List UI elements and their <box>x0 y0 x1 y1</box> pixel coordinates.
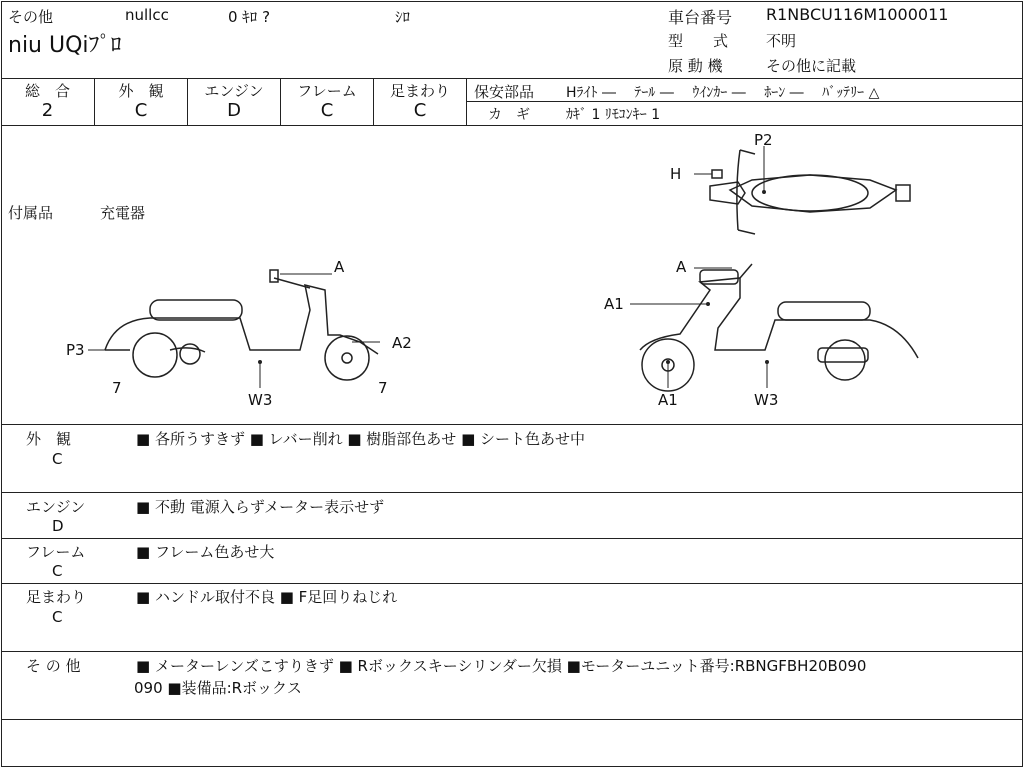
note-suspension-grade: C <box>52 608 63 626</box>
note-other-text-line2: 090 ■装備品:Rボックス <box>134 679 302 697</box>
body-outline <box>105 285 378 354</box>
label-p3: P3 <box>66 341 85 359</box>
grade-suspension-value: C <box>413 100 427 121</box>
color: ｼﾛ <box>395 8 411 26</box>
displacement: nullcc <box>125 6 169 24</box>
grade-suspension-label: 足まわり <box>389 82 450 100</box>
handle-grip <box>270 270 278 282</box>
note-frame-label: フレーム <box>26 543 86 561</box>
label-a2: A2 <box>392 334 412 352</box>
front-wheel <box>325 336 369 380</box>
engine-value: その他に記載 <box>766 57 857 75</box>
divider <box>1 719 1022 720</box>
note-engine-label: エンジン <box>26 498 86 516</box>
divider <box>1 424 1022 425</box>
divider <box>1 538 1022 539</box>
front-hub <box>342 353 352 363</box>
divider <box>1 125 1022 126</box>
note-frame-text: ■ フレーム色あせ大 <box>136 543 275 561</box>
scooter-right-view-diagram <box>600 250 940 410</box>
accessories-value: 充電器 <box>100 204 146 222</box>
divider <box>1 651 1022 652</box>
label-7-left: 7 <box>112 379 122 397</box>
divider <box>466 78 467 125</box>
safety-items: Hﾗｲﾄ ― ﾃｰﾙ ― ｳｲﾝｶｰ ― ﾎｰﾝ ― ﾊﾞｯﾃﾘｰ △ <box>566 85 880 101</box>
grade-exterior-label: 外 観 <box>118 82 164 100</box>
other-label: その他 <box>8 8 54 26</box>
note-exterior-label: 外 観 <box>26 430 72 448</box>
note-suspension-text: ■ ハンドル取付不良 ■ F足回りねじれ <box>136 588 398 606</box>
handlebar <box>737 150 740 230</box>
seat <box>778 302 870 320</box>
note-other-label: そ の 他 <box>26 657 81 675</box>
grade-exterior-value: C <box>134 100 148 121</box>
rear-wheel <box>133 333 177 377</box>
mileage: 0 ｷﾛ ? <box>228 8 271 26</box>
grade-engine-value: D <box>227 100 241 121</box>
grade-engine-label: エンジン <box>204 82 264 100</box>
label-a: A <box>676 258 687 276</box>
note-engine-text: ■ 不動 電源入らずメーター表示せず <box>136 498 385 516</box>
label-a1-bottom: A1 <box>658 391 678 409</box>
label-7-right: 7 <box>378 379 388 397</box>
label-w3: W3 <box>248 391 273 409</box>
grade-total-value: 2 <box>41 100 54 121</box>
grade-total-label: 総 合 <box>24 82 70 100</box>
seat <box>150 300 242 320</box>
scooter-left-view-diagram <box>60 250 430 410</box>
key-value: ｶｷﾞ 1 ﾘﾓｺﾝｷｰ 1 <box>566 107 661 123</box>
motor-hub <box>180 344 200 364</box>
label-a: A <box>334 258 345 276</box>
headlight-shape <box>712 170 722 178</box>
note-exterior-text: ■ 各所うすきず ■ レバー削れ ■ 樹脂部色あせ ■ シート色あせ中 <box>136 430 586 448</box>
key-label: カ ギ <box>488 107 530 123</box>
note-frame-grade: C <box>52 562 63 580</box>
note-exterior-grade: C <box>52 450 63 468</box>
model-name: niu UQiﾌﾟﾛ <box>8 33 122 58</box>
body-outline <box>640 278 918 358</box>
note-other-text: ■ メーターレンズこすりきず ■ Rボックスキーシリンダー欠損 ■モーターユニット番号:RBNGFBH20B090 <box>136 657 867 675</box>
engine-label: 原 動 機 <box>668 57 723 75</box>
label-w3: W3 <box>754 391 779 409</box>
frame-no-label: 車台番号 <box>668 8 733 27</box>
rear-wheel <box>825 340 865 380</box>
grade-frame-label: フレーム <box>297 82 357 100</box>
mirror-right <box>738 230 755 234</box>
scooter-top-view-diagram <box>660 130 930 240</box>
divider <box>1 492 1022 493</box>
safety-label: 保安部品 <box>474 83 535 101</box>
frame-no: R1NBCU116M1000011 <box>766 5 949 24</box>
mirror-left <box>740 150 755 154</box>
front-cowl <box>710 182 745 204</box>
type-label: 型 式 <box>668 32 729 50</box>
label-p2: P2 <box>754 131 773 149</box>
accessories-label: 付属品 <box>8 204 54 222</box>
note-engine-grade: D <box>52 517 64 535</box>
label-h: H <box>670 165 682 183</box>
type-value: 不明 <box>766 32 797 50</box>
body-outline <box>730 175 896 212</box>
grade-frame-value: C <box>320 100 334 121</box>
tail-shape <box>896 185 910 201</box>
divider <box>1 78 1022 79</box>
seat-shape <box>752 175 868 211</box>
divider <box>1 583 1022 584</box>
note-suspension-label: 足まわり <box>26 588 87 606</box>
label-a1: A1 <box>604 295 624 313</box>
